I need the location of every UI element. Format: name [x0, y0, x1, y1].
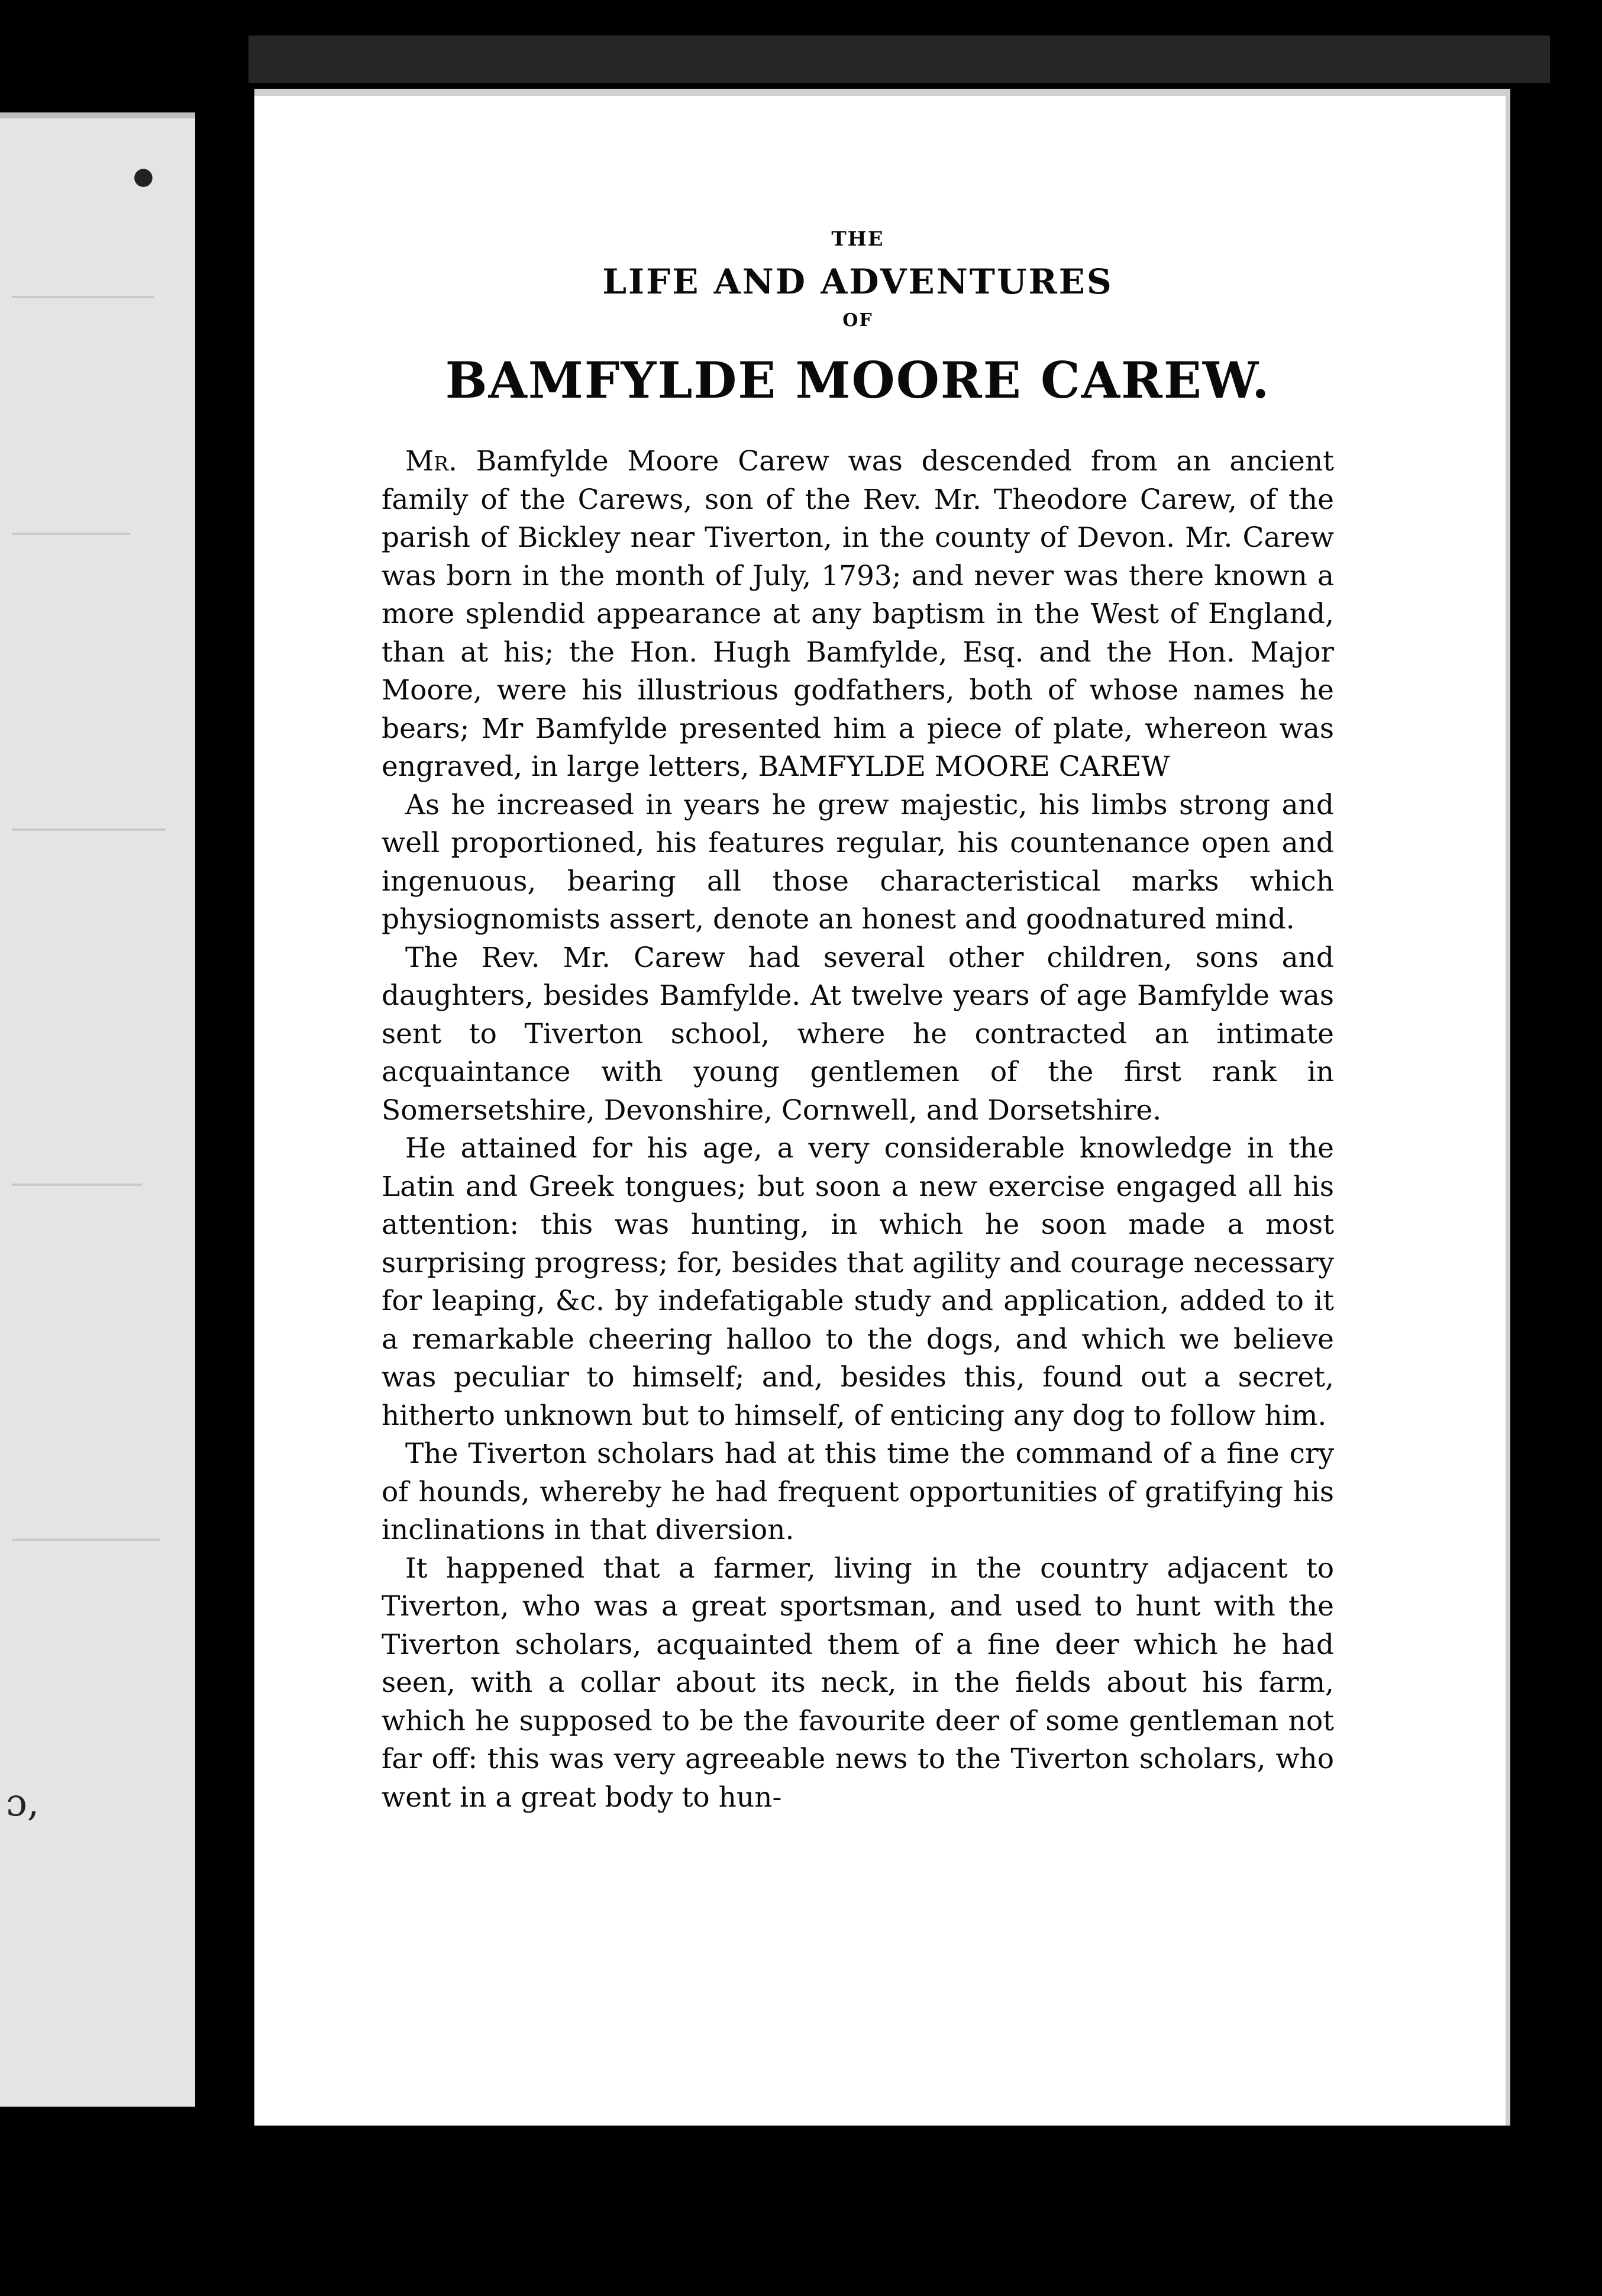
title-the: THE	[831, 227, 884, 251]
right-page	[254, 89, 1510, 2126]
top-page-edge-shadow	[248, 36, 1550, 83]
paragraph	[382, 786, 1334, 939]
left-page-bleed-line	[12, 1539, 160, 1541]
book-binding-gutter	[195, 0, 254, 2296]
left-page-bleed-line	[12, 296, 154, 298]
title-of: OF	[842, 310, 873, 331]
title-subject-name: BAMFYLDE MOORE CAREW.	[445, 351, 1271, 409]
paragraph	[382, 1130, 1334, 1435]
paragraph	[382, 1435, 1334, 1550]
left-page-bleed-line	[12, 828, 166, 831]
paragraph-text: It happened that a farmer, living in the country adjacent to Tiverton, who was a great sportsman, and used to hunt with the Tiverton scholars, acquainted them of a fine deer which he had seen, with a collar about its neck, in the fields about his farm, which he supposed to be the favourite deer of some gentleman not far off: this was very agreeable news to the Tiverton scholars, who went in a great body to hun-	[382, 1552, 1334, 1814]
left-page-ink-mark: ɔ,	[6, 1781, 40, 1825]
page-text-block	[382, 227, 1334, 1817]
paragraph-text: The Rev. Mr. Carew had several other children, sons and daughters, besides Bamfylde. At twelve years of age Bamfylde was sent to Tiverton school, where he contracted an intimate acquaintance with young gentlemen of the first rank in Somersetshire, Devonshire, Cornwell, and Dorsetshire.	[382, 941, 1334, 1127]
paragraph-text: As he increased in years he grew majestic, his limbs strong and well proportioned, his features regular, his countenance open and ingenuous, bearing all those characteristical marks which physiognomists assert, denote an honest and goodnatured mind.	[382, 788, 1334, 936]
paragraph-text: The Tiverton scholars had at this time the command of a fine cry of hounds, whereby he had frequent opportunities of gratifying his inclinations in that diversion.	[382, 1437, 1334, 1546]
title-life-and-adventures: LIFE AND ADVENTURES	[602, 262, 1113, 302]
paragraph-text: He attained for his age, a very considerable knowledge in the Latin and Greek tongues; but soon a new exercise engaged all his attention: this was hunting, in which he soon made a most surprising progress; for, besides that agility and courage necessary for leaping, &c. by indefatigable study and application, added to it a remarkable cheering halloo to the dogs, and which we believe was peculiar to himself; and, besides this, found out a secret, hitherto unknown but to himself, of enticing any dog to follow him.	[382, 1132, 1334, 1432]
left-page-bleed-line	[12, 1184, 142, 1186]
left-page-ink-spot: ●	[133, 163, 154, 190]
paragraph-text: Bamfylde Moore Carew was descended from an ancient family of the Carews, son of the Rev. Mr. Theodore Carew, of the parish of Bickley near Tiverton, in the county of Devon. Mr. Carew was born in the month of July, 1793; and never was there known a more splendid appearance at any baptism in the West of England, than at his; the Hon. Hugh Bamfylde, Esq. and the Hon. Major Moore, were his illustrious godfathers, both of whose names he bears; Mr Bamfylde presented him a piece of plate, whereon was engraved, in large letters, BAMFYLDE MOORE CAREW	[382, 445, 1334, 783]
paragraph	[382, 443, 1334, 786]
paragraph	[382, 939, 1334, 1130]
paragraph-lead-word: Mr.	[405, 445, 457, 478]
left-page-bleed-line	[12, 533, 130, 535]
left-page-edge	[0, 112, 207, 2107]
paragraph	[382, 1550, 1334, 1817]
